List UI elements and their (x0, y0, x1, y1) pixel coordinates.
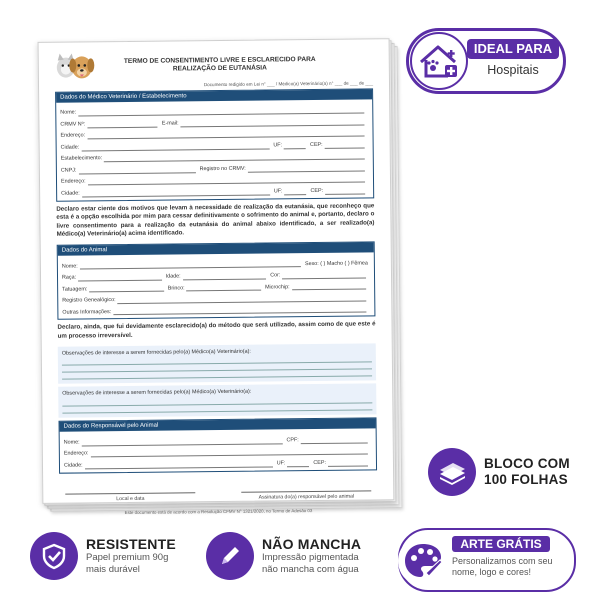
field-label: CNPJ: (60, 167, 77, 174)
crmv-line[interactable] (87, 121, 158, 128)
field-label: UF: (273, 142, 283, 149)
field-label: Cidade: (61, 190, 80, 197)
animal-section (57, 241, 376, 320)
field-label: CEP: (313, 459, 327, 466)
sheet-count-feature (428, 448, 570, 496)
field-label: Registro no CRMV: (199, 165, 246, 173)
resistant-feature (30, 532, 176, 580)
uf-line[interactable] (284, 143, 306, 149)
field-label: CEP: (310, 187, 324, 195)
shield-check-icon (30, 532, 78, 580)
cep2-line[interactable] (325, 188, 365, 194)
free-art-tag: ARTE GRÁTIS (452, 536, 550, 552)
form-sheet (38, 38, 395, 516)
field-label: UF: (276, 460, 286, 467)
method-paragraph: Declaro, ainda, que fui devidamente esclarecido(a) do método que será utilizado, assim como de que este é um processo irreversível. (57, 320, 376, 340)
tattoo-line[interactable] (89, 286, 164, 293)
field-label: CRMV Nº: (60, 121, 86, 128)
paper-stack-icon (428, 448, 476, 496)
form-title-line: TERMO DE CONSENTIMENTO LIVRE E ESCLARECIDO PARA (123, 55, 316, 65)
signature-line[interactable]: Assinatura do(a) responsável pelo animal (241, 490, 371, 501)
field-label: Cor: (270, 272, 281, 279)
field-label: E-mail: (161, 120, 179, 127)
form-notepad (38, 38, 403, 516)
observations-label: Observações de interesse a serem fornecidas pelo(a) Médico(a) Veterinário(a): (62, 388, 252, 397)
uf2-line[interactable] (285, 189, 307, 195)
other-info-line[interactable] (113, 307, 366, 316)
color-line[interactable] (282, 272, 366, 279)
vet-section (55, 88, 374, 201)
sex-options[interactable]: Sexo: ( ) Macho ( ) Fêmea (304, 260, 368, 267)
responsible-section (59, 417, 378, 473)
palette-icon (398, 536, 448, 586)
no-smudge-title: NÃO MANCHA (262, 536, 362, 553)
cep-line[interactable] (325, 142, 365, 148)
microchip-line[interactable] (292, 284, 367, 291)
sheet-count-line2: 100 FOLHAS (484, 472, 568, 487)
resistant-desc: mais durável (86, 564, 140, 575)
resp-city-line[interactable] (85, 461, 273, 469)
field-label: Endereço: (60, 132, 86, 140)
form-footer: Este documento está de acordo com a Resolução CFMV N° 1321/2020, no Termo de Adesão 03 (124, 508, 313, 516)
ideal-para-subtitle: Hospitais (487, 63, 539, 77)
field-label: Raça: (61, 274, 77, 281)
city2-line[interactable] (82, 189, 270, 197)
form-title-line: REALIZAÇÃO DE EUTANÁSIA (172, 64, 267, 73)
pen-icon (206, 532, 254, 580)
field-label: Nome: (60, 109, 77, 117)
sheet-count-line1: BLOCO COM (484, 456, 570, 472)
field-label: CPF: (286, 436, 299, 444)
crmv-registry-line[interactable] (248, 165, 365, 172)
resistant-desc: Papel premium 90g (86, 552, 169, 564)
ideal-para-badge (406, 28, 566, 94)
field-label: Brinco: (167, 285, 185, 292)
observations-label: Observações de interesse a serem fornecidas pelo(a) Médico(a) Veterinário(a): (61, 348, 251, 357)
cpf-line[interactable] (301, 437, 368, 444)
age-line[interactable] (183, 273, 267, 280)
field-label: Endereço: (63, 450, 89, 457)
no-smudge-desc: não mancha com água (262, 564, 359, 575)
resp-cep-line[interactable] (328, 460, 368, 466)
field-label: Nome: (63, 439, 80, 446)
field-label: Microchip: (265, 283, 290, 291)
animal-section-header: Dados do Animal (58, 242, 374, 255)
ideal-para-tag: IDEAL PARA (467, 39, 559, 59)
brinco-line[interactable] (187, 285, 262, 292)
field-label: Estabelecimento: (60, 155, 103, 163)
observations-box (58, 343, 376, 384)
field-label: Tatuagem: (62, 286, 88, 293)
field-label: Nome: (61, 263, 78, 270)
pets-logo-icon (55, 52, 97, 80)
place-date-line[interactable]: Local e data (65, 492, 195, 503)
field-label: Registro Genealógico: (62, 297, 116, 304)
breed-line[interactable] (78, 275, 162, 282)
free-art-desc: Personalizamos com seu nome, logo e cores! (452, 556, 553, 577)
no-smudge-desc: Impressão pigmentada (262, 552, 359, 564)
field-label: CEP: (310, 141, 323, 149)
vet-section-header: Dados do Médico Veterinário / Estabelecimento (56, 89, 372, 102)
responsible-section-header: Dados do Responsável pelo Animal (60, 418, 376, 431)
signature-area (59, 490, 377, 503)
form-title (97, 49, 373, 73)
consent-paragraph: Declaro estar ciente dos motivos que levam à necessidade de realização da eutanásia, que reconheço que esta é a opção escolhida por mim para cessar definitivamente o sofrimento do animal e, portanto, declaro o livre consentimento para a realização da eutanásia do animal abaixo identificado, a ser realizado(a) Médico(a) Veterinário(a) acima identificado. (56, 202, 375, 239)
field-label: Idade: (165, 273, 181, 280)
no-smudge-feature (206, 532, 361, 580)
cnpj-line[interactable] (78, 167, 195, 174)
field-label: Outras Informações: (62, 308, 112, 316)
resistant-title: RESISTENTE (86, 536, 176, 553)
resp-uf-line[interactable] (287, 461, 309, 467)
field-label: Cidade: (60, 144, 80, 151)
free-art-badge (398, 528, 576, 592)
field-label: Cidade: (63, 462, 83, 469)
observations-box (58, 384, 376, 418)
hospital-icon (410, 32, 468, 90)
field-label: Endereço: (60, 178, 86, 186)
field-label: UF: (273, 188, 283, 195)
law-note: Documento redigido em Lei n° ___ / Médico(a) Veterinário(a) n° ___ de ___ de ___ (203, 80, 374, 88)
